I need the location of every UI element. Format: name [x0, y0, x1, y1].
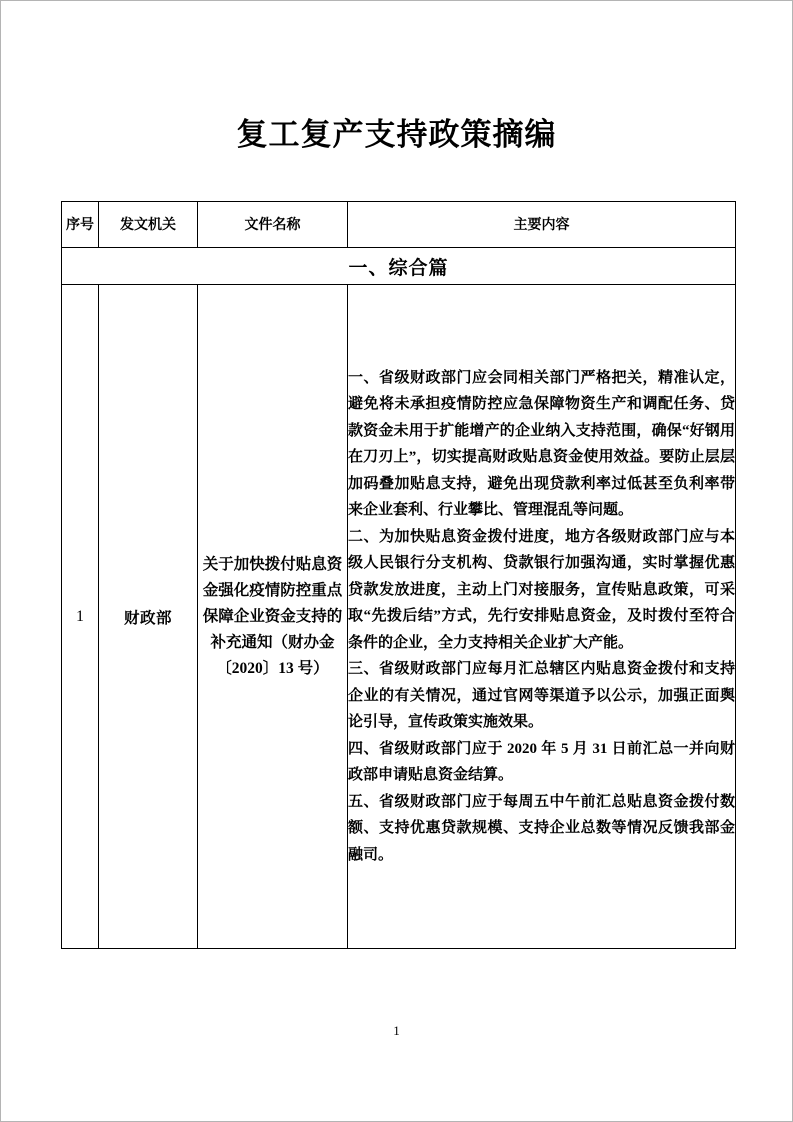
column-header-agency: 发文机关 — [99, 202, 198, 248]
content-paragraph-3: 三、省级财政部门应每月汇总辖区内贴息资金拨付和支持企业的有关情况，通过官网等渠道予以公示，加强正面舆论引导，宣传政策实施效果。 — [348, 661, 735, 731]
table-row — [62, 285, 736, 949]
content-paragraph-5: 五、省级财政部门应于每周五中午前汇总贴息资金拨付数额、支持优惠贷款规模、支持企业总数等情况反馈我部金融司。 — [348, 793, 735, 863]
content-paragraph-1: 一、省级财政部门应会同相关部门严格把关，精准认定，避免将未承担疫情防控应急保障物资生产和调配任务、贷款资金未用于扩能增产的企业纳入支持范围，确保“好钢用在刀刃上”，切实提高财政贴息资金使用效益。要防止层层加码叠加贴息支持，避免出现贷款利率过低甚至负利率带来企业套利、行业攀比、管理混乱等问题。 — [348, 369, 735, 519]
column-header-document-name: 文件名称 — [198, 202, 348, 248]
section-header-row — [62, 248, 736, 285]
main-content-cell — [348, 285, 736, 949]
document-name-cell: 关于加快拨付贴息资金强化疫情防控重点保障企业资金支持的补充通知（财办金〔2020〕13 号） — [198, 285, 348, 949]
agency-cell: 财政部 — [99, 285, 198, 949]
page-number: 1 — [393, 1023, 400, 1038]
page-title: 复工复产支持政策摘编 — [236, 117, 557, 152]
table-header-row — [62, 202, 736, 248]
content-paragraph-4: 四、省级财政部门应于 2020 年 5 月 31 日前汇总一并向财政部申请贴息资金结算。 — [348, 740, 735, 784]
row-index-cell: 1 — [62, 285, 99, 949]
content-paragraph-2: 二、为加快贴息资金拨付进度，地方各级财政部门应与本级人民银行分支机构、贷款银行加强沟通，实时掌握优惠贷款发放进度，主动上门对接服务，宣传贴息政策，可采取“先拨后结”方式，先行安排贴息资金，及时拨付至符合条件的企业，全力支持相关企业扩大产能。 — [348, 528, 735, 651]
column-header-index: 序号 — [62, 202, 99, 248]
section-title: 一、综合篇 — [62, 248, 736, 285]
policy-table — [61, 201, 736, 949]
column-header-main-content: 主要内容 — [348, 202, 736, 248]
